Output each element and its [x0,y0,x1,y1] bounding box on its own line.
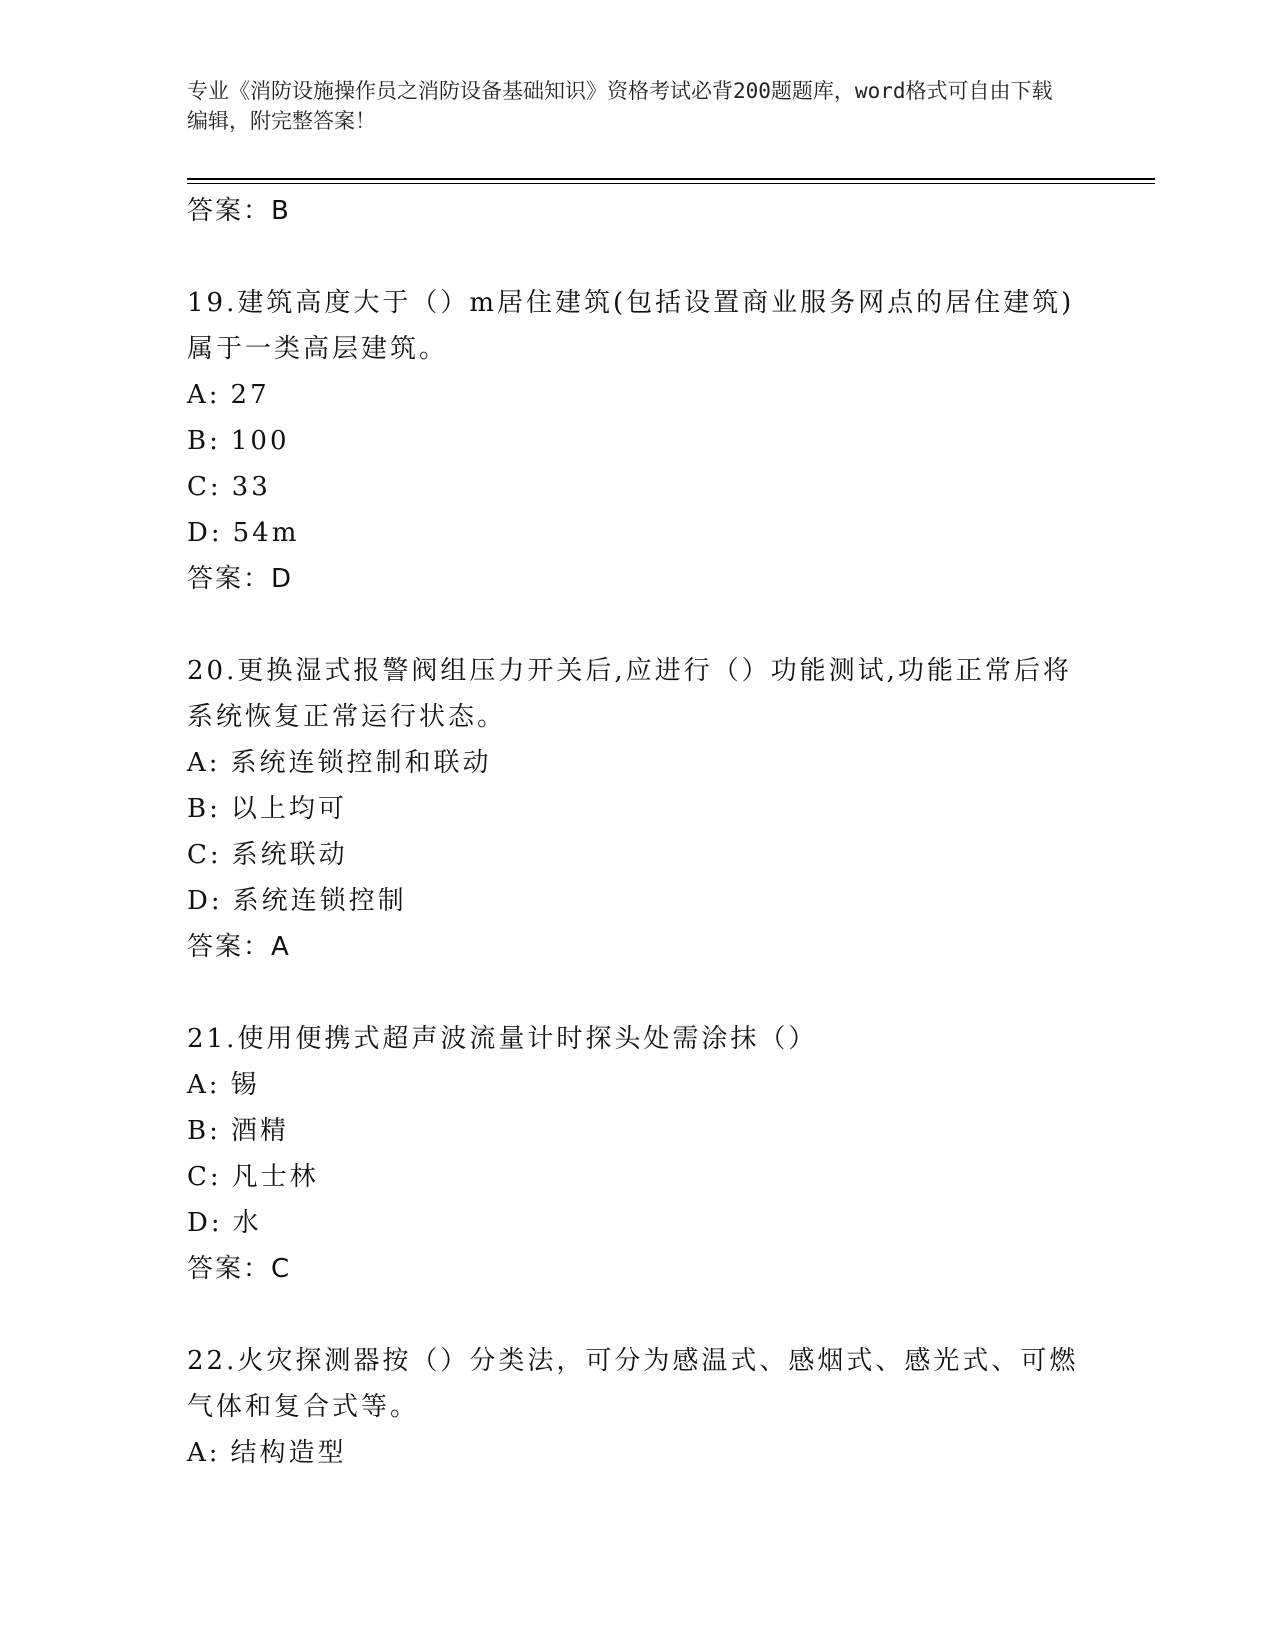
answer-value: B [271,196,291,226]
question-stem: 22.火灾探测器按（）分类法，可分为感温式、感烟式、感光式、可燃气体和复合式等。 [187,1346,1079,1422]
spacer [187,1292,1087,1338]
option-separator: : [208,1070,221,1100]
spacer [187,234,1087,280]
answer-line [187,924,1087,970]
question-list [187,188,1087,1476]
question-stem: 21.使用便携式超声波流量计时探头处需涂抹（） [187,1024,818,1054]
answer-label: 答案： [187,932,272,962]
spacer [187,970,1087,1016]
answer-label: 答案： [187,196,272,226]
option-letter: D [187,886,211,916]
option-letter: A [187,748,209,778]
option-a [187,1062,1087,1108]
option-b [187,1108,1087,1154]
option-text: 酒精 [230,1116,289,1146]
header-divider-thick [187,178,1155,180]
option-text: 结构造型 [230,1438,347,1468]
option-separator: : [210,1208,223,1238]
option-separator: : [208,1438,221,1468]
header-divider-thin [187,183,1155,184]
option-b [187,786,1087,832]
option-letter: C [187,1162,210,1192]
option-separator: : [209,426,221,456]
option-letter: C [187,840,210,870]
answer-line [187,1246,1087,1292]
option-d [187,510,1087,556]
option-text: 锡 [230,1070,260,1100]
option-c [187,832,1087,878]
answer-line [187,188,1087,234]
option-a [187,740,1087,786]
answer-line [187,556,1087,602]
option-a [187,1430,1087,1476]
option-letter: A [187,1438,209,1468]
option-text: 水 [232,1208,262,1238]
option-text: 27 [230,380,270,410]
option-letter: B [187,426,210,456]
option-c [187,1154,1087,1200]
option-text: 系统连锁控制 [232,886,407,916]
option-separator: : [209,840,222,870]
question-stem: 20.更换湿式报警阀组压力开关后,应进行（）功能测试,功能正常后将系统恢复正常运行状态。 [187,656,1072,732]
option-letter: C [187,472,210,502]
option-letter: D [187,518,211,548]
option-text: 系统联动 [231,840,348,870]
option-separator: : [210,518,223,548]
option-c [187,464,1087,510]
option-separator: : [209,1116,221,1146]
answer-label: 答案： [187,564,272,594]
option-text: 系统连锁控制和联动 [230,748,492,778]
option-letter: B [187,794,210,824]
option-text: 100 [230,426,290,456]
option-d [187,1200,1087,1246]
option-separator: : [209,794,221,824]
option-text: 33 [231,472,271,502]
option-b [187,418,1087,464]
option-letter: A [187,1070,209,1100]
option-letter: A [187,380,209,410]
option-separator: : [209,1162,222,1192]
spacer [187,602,1087,648]
answer-label: 答案： [187,1254,272,1284]
answer-value: A [271,932,291,962]
option-text: 凡士林 [231,1162,319,1192]
option-d [187,878,1087,924]
option-text: 54m [232,518,300,548]
option-a [187,372,1087,418]
question-stem: 19.建筑高度大于（）m居住建筑(包括设置商业服务网点的居住建筑)属于一类高层建筑。 [187,288,1075,364]
answer-value: D [271,564,294,594]
option-separator: : [208,748,221,778]
option-letter: B [187,1116,210,1146]
option-text: 以上均可 [230,794,347,824]
option-separator: : [209,472,222,502]
document-header: 专业《消防设施操作员之消防设备基础知识》资格考试必背200题题库，word格式可自由下载编辑，附完整答案！ [187,79,1053,133]
option-separator: : [208,380,221,410]
option-separator: : [210,886,223,916]
option-letter: D [187,1208,211,1238]
answer-value: C [271,1254,292,1284]
